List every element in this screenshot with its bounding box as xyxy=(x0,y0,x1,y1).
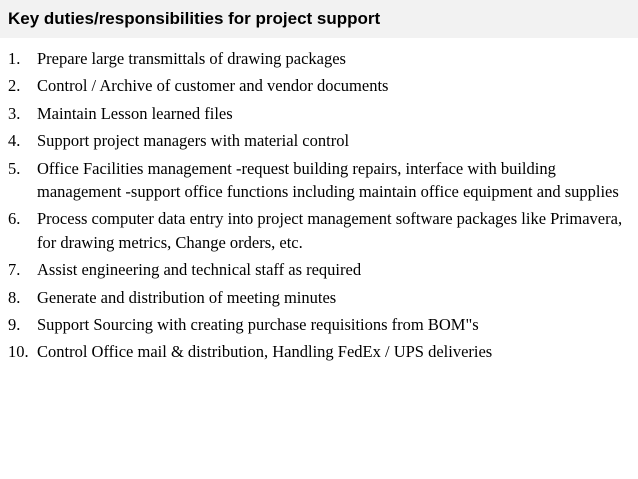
list-item-text: Generate and distribution of meeting minutes xyxy=(37,287,337,307)
list-item-number: 3. xyxy=(8,103,21,123)
page-title: Key duties/responsibilities for project support xyxy=(8,9,381,28)
list-item-text: Office Facilities management -request building repairs, interface with building management -support office functions including maintain office equipment and supplies xyxy=(37,158,619,202)
list-item xyxy=(0,47,638,70)
list-item xyxy=(0,207,638,254)
list-item-text: Prepare large transmittals of drawing packages xyxy=(37,49,346,68)
title-bar xyxy=(0,0,638,38)
list-item-number: 4. xyxy=(8,131,21,151)
list-item-text: Assist engineering and technical staff as required xyxy=(37,260,362,280)
list-item-text: Support Sourcing with creating purchase requisitions from BOM"s xyxy=(37,315,479,335)
list-item-number: 10. xyxy=(8,342,29,362)
list-item-text: Support project managers with material control xyxy=(37,131,350,151)
list-item-text: Process computer data entry into project management software packages like Primavera, for drawing metrics, Change orders, etc. xyxy=(37,209,623,252)
list-item-number: 6. xyxy=(8,209,21,229)
list-item-text: Control Office mail & distribution, Handling FedEx / UPS deliveries xyxy=(37,342,493,362)
list-item xyxy=(0,157,638,204)
list-item-text: Control / Archive of customer and vendor documents xyxy=(37,76,389,96)
list-item-number: 5. xyxy=(8,158,21,178)
list-item xyxy=(0,313,638,336)
list-item-number: 7. xyxy=(8,260,21,280)
list-item xyxy=(0,74,638,97)
list-item-number: 9. xyxy=(8,315,21,335)
list-item-number: 1. xyxy=(8,49,21,68)
duty-list xyxy=(0,47,638,368)
list-item xyxy=(0,129,638,152)
list-item-number: 2. xyxy=(8,76,21,96)
list-item xyxy=(0,340,638,363)
list-item-text: Maintain Lesson learned files xyxy=(37,103,233,123)
list-item-number: 8. xyxy=(8,287,21,307)
list-item xyxy=(0,258,638,281)
list-item xyxy=(0,102,638,125)
list-item xyxy=(0,286,638,309)
